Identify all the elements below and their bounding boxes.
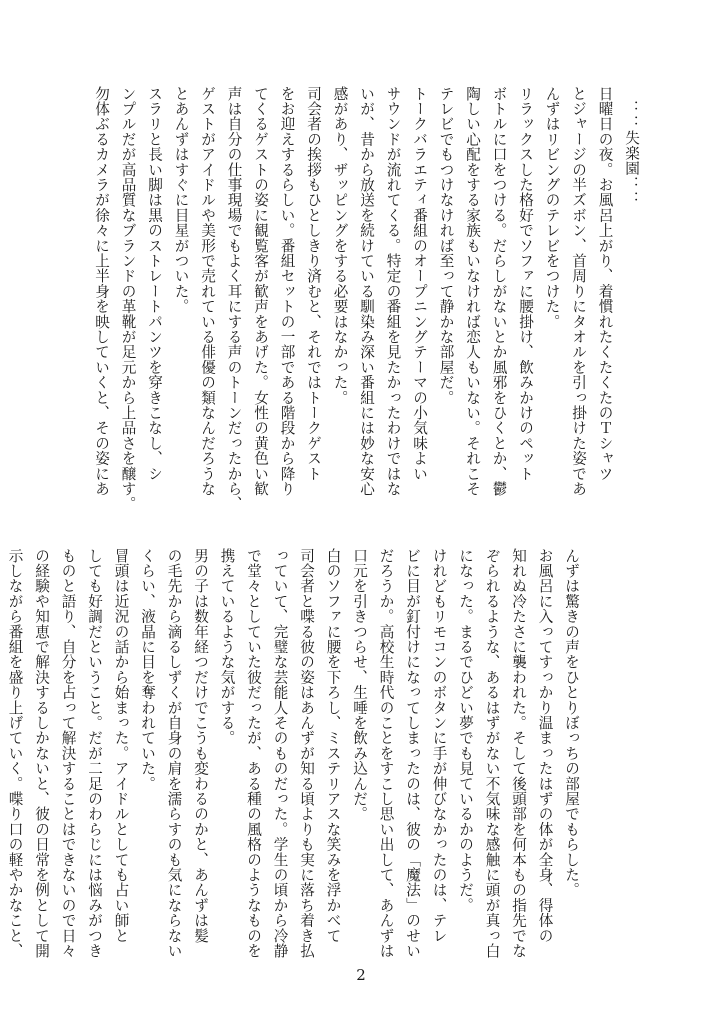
- text-line: になった。まるでひどい夢でも見ているかのようだ。: [457, 548, 474, 913]
- top-text-block: [88, 86, 645, 512]
- text-line: 携えているような気がする。: [218, 548, 236, 746]
- text-line: っていて、完璧な芸能人そのものだった。学生の頃から冷静: [271, 548, 289, 959]
- text-line: の毛先から滴るしずくが自身の肩を濡らすのも気にならない: [165, 548, 183, 959]
- text-line: で堂々としていた彼だったが、ある種の風格のようなものを: [245, 548, 262, 959]
- page-number: 2: [356, 966, 366, 984]
- text-line: 日曜日の夜。お風呂上がり、着慣れたくたくたのＴシャツ: [596, 86, 614, 482]
- text-line: だろうか。高校生時代のことをすこし思い出して、あんずは: [377, 548, 395, 959]
- text-line: 示しながら番組を盛り上げていく。喋り口の軽やかなこと、: [6, 548, 24, 959]
- text-line: ものと語り、自分を占って解決することはできないので日々: [59, 548, 77, 959]
- text-line: の経験や知恵で解決するしかないと、彼の日常を例として開: [33, 548, 50, 959]
- text-line: ゲストがアイドルや美形で売れている俳優の類なんだろうな: [199, 86, 216, 497]
- text-line: くらい、液晶に目を奪われていた。: [139, 548, 156, 792]
- text-line: 司会者の挨拶もひとしきり済むと、それではトークゲスト: [305, 86, 322, 482]
- text-line: サウンドが流れてくる。特定の番組を見たかったわけではな: [384, 86, 402, 497]
- text-line: しても好調だということ。だが二足のわらじには悩みがつき: [86, 548, 103, 959]
- text-line: ボトルに口をつける。だらしがないとか風邪をひくとか、鬱: [490, 86, 508, 497]
- text-line: んずはリビングのテレビをつけた。: [543, 86, 561, 330]
- text-line: 陶しい心配をする家族もいなければ恋人もいない。それこそ: [464, 86, 481, 497]
- text-line: とあんずはすぐに目星がついた。: [172, 86, 190, 314]
- text-line: お風呂に入ってすっかり温まったはずの体が全身、得体の: [536, 548, 554, 944]
- text-line: をお迎えするらしい。番組セットの一部である階段から降り: [278, 86, 296, 497]
- bottom-text-block: [1, 548, 584, 968]
- text-line: けれどもリモコンのボタンに手が伸びなかったのは、テレ: [430, 548, 448, 944]
- text-line: 声は自分の仕事現場でもよく耳にする声のトーンだったから、: [225, 86, 243, 512]
- text-line: 冒頭は近況の話から始まった。アイドルとしても占い師と: [112, 548, 130, 944]
- text-line: テレビでもつけなければ至って静かな部屋だ。: [437, 86, 455, 406]
- text-line: 口元を引きつらせ、生唾を飲み込んだ。: [351, 548, 368, 822]
- text-line: いが、昔から放送を続けている馴染み深い番組には妙な安心: [358, 86, 375, 497]
- text-line: 勿体ぶるカメラが徐々に上半身を映していくと、その姿にあ: [93, 86, 110, 497]
- text-line: 男の子は数年経つだけでこうも変わるのかと、あんずは髪: [192, 548, 209, 944]
- text-line: 感があり、ザッピングをする必要はなかった。: [331, 86, 349, 406]
- text-line: てくるゲストの姿に観覧客が歓声をあげた。女性の黄色い歓: [252, 86, 269, 497]
- text-line: 司会者と喋る彼の姿はあんずが知る頃よりも実に落ち着き払: [298, 548, 315, 959]
- text-line: とジャージの半ズボン、首周りにタオルを引っ掛けた姿であ: [570, 86, 587, 497]
- text-line: ビに目が釘付けになってしまったのは、彼の「魔法」のせい: [404, 548, 421, 959]
- text-line: 知れぬ冷たさに襲われた。そして後頭部を何本もの指先でな: [510, 548, 527, 959]
- text-line: トークバラエティ番組のオープニングテーマの小気味よい: [411, 86, 428, 482]
- text-line: リラックスした格好でソファに腰掛け、飲みかけのペット: [517, 86, 534, 482]
- chapter-heading: ：：失楽園：：: [623, 100, 640, 207]
- text-line: スラリと長い脚は黒のストレートパンツを穿きこなし、シ: [146, 86, 163, 482]
- text-line: んずは驚きの声をひとりぼっちの部屋でもらした。: [563, 548, 580, 898]
- text-line: ンプルだが高品質なブランドの革靴が足元から上品さを醸す。: [119, 86, 137, 512]
- text-line: 白のソファに腰を下ろし、ミステリアスな笑みを浮かべて: [324, 548, 342, 944]
- text-line: ぞられるような、あるはずがない不気味な感触に頭が真っ白: [483, 548, 501, 959]
